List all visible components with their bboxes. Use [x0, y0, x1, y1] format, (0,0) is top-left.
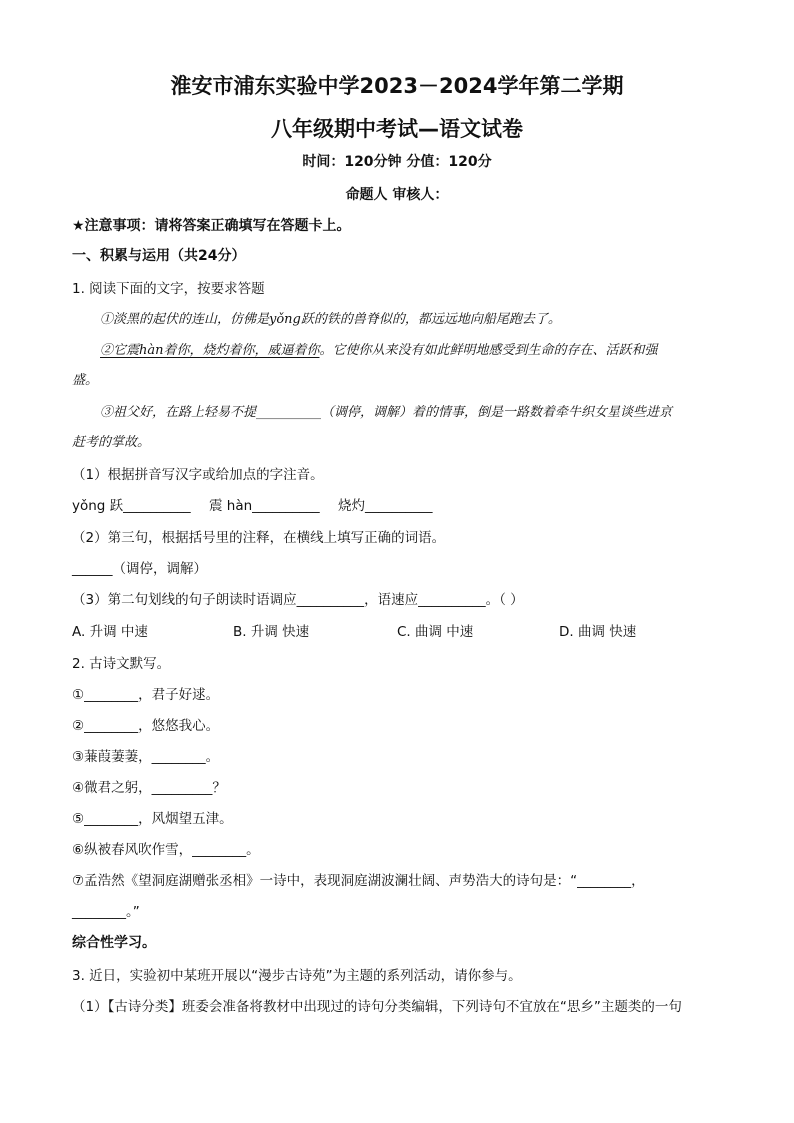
sub-question-2: （2）第三句，根据括号里的注释，在横线上填写正确的词语。	[72, 530, 446, 546]
poem-blank-7: ⑦孟浩然《望洞庭湖赠张丞相》一诗中，表现洞庭湖波澜壮阔、声势浩大的诗句是：“________，	[72, 873, 645, 889]
blank-2: 震 hàn__________	[209, 498, 320, 514]
sub-question-2-blank: ______（调停，调解）	[72, 561, 207, 577]
exam-title-line1: 淮安市浦东实验中学2023－2024学年第二学期	[170, 74, 624, 98]
poem-blank-5: ⑤________，风烟望五津。	[72, 811, 233, 827]
passage-sentence-3: ③祖父好，在路上轻易不提__________（调停，调解）着的情事，倒是一路数着牵牛织女星谈些进京	[100, 405, 673, 420]
blank-3: 烧灼__________	[338, 498, 433, 514]
passage-sentence-2	[100, 339, 658, 358]
exam-meta: 时间：120分钟 分值：120分	[302, 154, 492, 170]
exam-authors: 命题人 审核人：	[345, 187, 449, 203]
option-c: C. 曲调 中速	[397, 624, 474, 640]
section-heading-1: 一、积累与运用（共24分）	[72, 248, 246, 264]
section-heading-2: 综合性学习。	[72, 935, 156, 951]
blank-1: yǒng 跃__________	[72, 498, 191, 514]
poem-blank-7-cont: ________。”	[72, 904, 140, 920]
sub-question-3: （3）第二句划线的句子朗读时语调应__________，语速应__________。（ ）	[72, 592, 524, 608]
option-a: A. 升调 中速	[72, 624, 148, 640]
exam-title-line2: 八年级期中考试—语文试卷	[271, 117, 523, 141]
question-2-stem: 2. 古诗文默写。	[72, 656, 171, 672]
question-1-stem: 1. 阅读下面的文字，按要求答题	[72, 281, 265, 297]
underlined-sentence: ②它震hàn着你，烧灼着你，威逼着你	[100, 343, 320, 358]
option-d: D. 曲调 快速	[559, 624, 637, 640]
option-b: B. 升调 快速	[233, 624, 310, 640]
passage-sentence-1: ①淡黑的起伏的连山，仿佛是yǒng跃的铁的兽脊似的，都远远地向船尾跑去了。	[100, 312, 561, 327]
passage-sentence-2-rest: 。它使你从来没有如此鲜明地感受到生命的存在、活跃和强	[319, 343, 658, 358]
poem-blank-4: ④微君之躬，_________？	[72, 780, 226, 796]
question-3-stem: 3. 近日，实验初中某班开展以“漫步古诗苑”为主题的系列活动，请你参与。	[72, 968, 522, 984]
poem-blank-6: ⑥纵被春风吹作雪，________。	[72, 842, 260, 858]
poem-blank-1: ①________，君子好逑。	[72, 687, 220, 703]
passage-sentence-2-cont: 盛。	[72, 373, 99, 388]
poem-blank-3: ③蒹葭萋萋，________。	[72, 749, 220, 765]
poem-blank-2: ②________，悠悠我心。	[72, 718, 220, 734]
sub-question-1: （1）根据拼音写汉字或给加点的字注音。	[72, 467, 324, 483]
passage-sentence-3-cont: 赶考的掌故。	[72, 435, 151, 450]
notice: ★注意事项：请将答案正确填写在答题卡上。	[72, 218, 351, 234]
question-3-sub-1: （1）【古诗分类】班委会准备将教材中出现过的诗句分类编辑，下列诗句不宜放在“思乡”主题类的一句	[72, 999, 682, 1015]
